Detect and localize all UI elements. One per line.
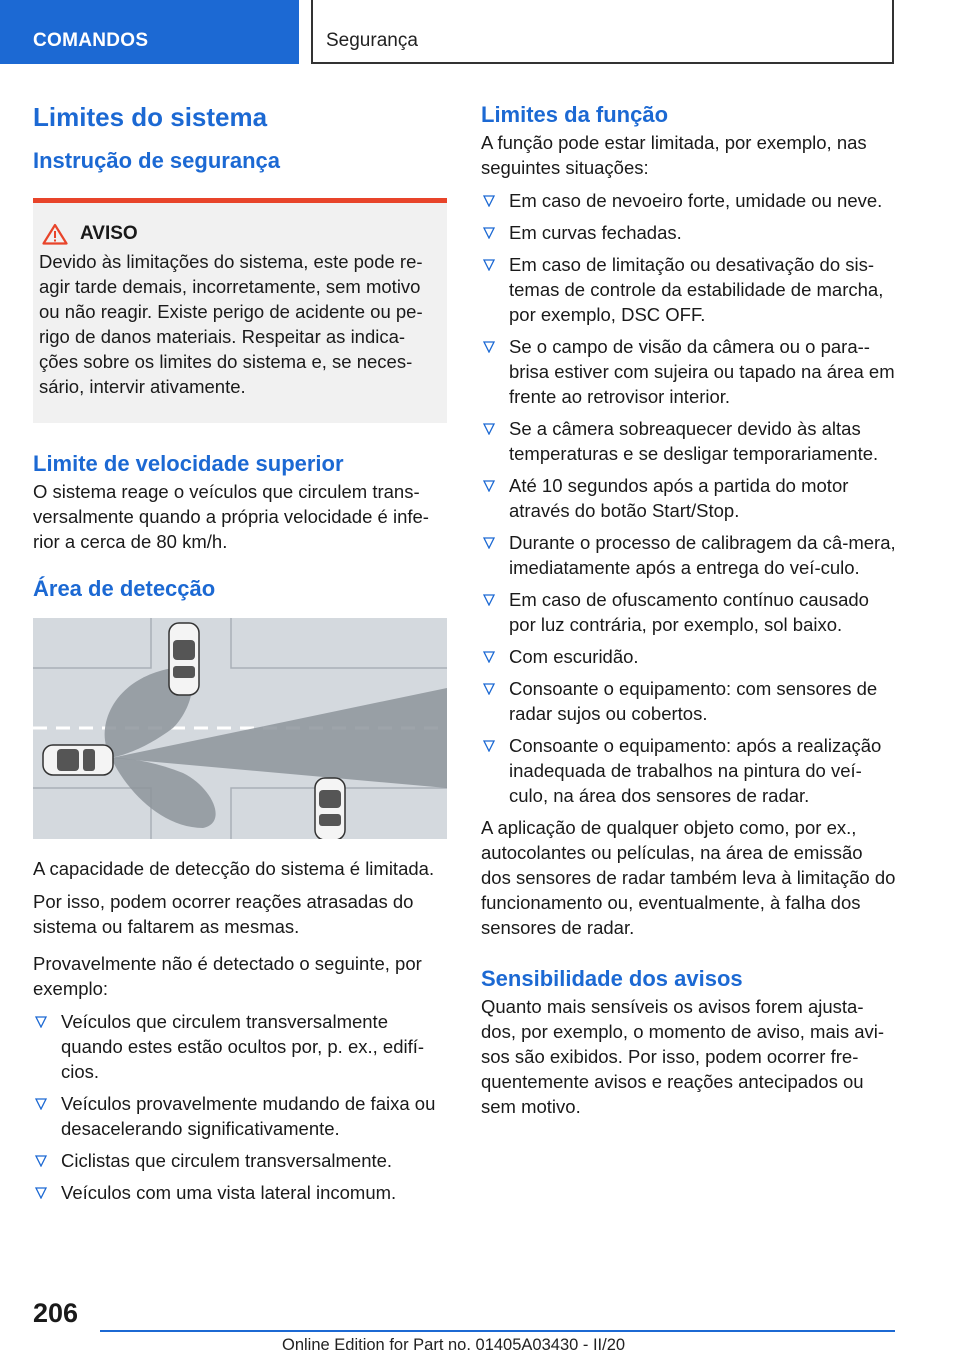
list-item: Em caso de limitação ou desativação do sis-temas de controle da estabilidade de marcha, por exemplo, DSC OFF. (481, 252, 896, 327)
safety-heading: Instrução de segurança (33, 148, 280, 173)
ego-car-icon (43, 745, 113, 775)
footer-divider (100, 1330, 895, 1332)
main-heading: Limites do sistema (33, 102, 268, 132)
triangle-bullet-icon (483, 537, 495, 549)
triangle-bullet-icon (483, 594, 495, 606)
page-header-title: Segurança (326, 30, 418, 51)
footer-edition: Online Edition for Part no. 01405A03430 - II/20 (282, 1336, 626, 1354)
right-column (481, 100, 896, 1119)
triangle-bullet-icon (483, 259, 495, 271)
crossing-car-top-icon (169, 623, 199, 695)
warning-triangle-icon (42, 223, 68, 245)
speed-limit-text: O sistema reage o veículos que circulem trans-versalmente quando a própria velocidade é infe-rior a cerca de 80 km/h. (33, 481, 429, 552)
speed-limit-heading: Limite de velocidade superior (33, 451, 344, 476)
triangle-bullet-icon (483, 423, 495, 435)
list-item: Veículos que circulem transversalmente quando estes estão ocultos por, p. ex., edifí-cios. (33, 1009, 447, 1084)
list-item: Em caso de ofuscamento contínuo causado por luz contrária, por exemplo, sol baixo. (481, 587, 896, 637)
list-item: Veículos provavelmente mudando de faixa ou desacelerando significativamente. (33, 1091, 447, 1141)
crossing-car-bottom-icon (315, 778, 345, 839)
detection-limits-list (33, 1009, 447, 1205)
function-limits-heading: Limites da função (481, 102, 669, 127)
list-item: Se a câmera sobreaquecer devido às altas temperaturas e se desligar temporariamente. (481, 416, 896, 466)
list-item: Com escuridão. (481, 644, 896, 669)
list-item: Durante o processo de calibragem da câ-mera, imediatamente após a entrega do veí-culo. (481, 530, 896, 580)
triangle-bullet-icon (483, 341, 495, 353)
detection-area-heading: Área de detecção (33, 576, 216, 601)
section-tab (0, 0, 299, 64)
function-limits-list (481, 188, 896, 808)
list-item: Veículos com uma vista lateral incomum. (33, 1180, 447, 1205)
detection-text-3: Provavelmente não é detectado o seguinte, por exemplo: (33, 953, 422, 999)
detection-area-illustration (33, 618, 447, 839)
triangle-bullet-icon (483, 480, 495, 492)
sensitivity-text: Quanto mais sensíveis os avisos forem ajusta-dos, por exemplo, o momento de aviso, mais avi-sos são exibidos. Por isso, podem ocorrer fre-quentemente avisos e reações antecipados ou sem motivo. (481, 996, 885, 1117)
warning-title (39, 223, 437, 245)
triangle-bullet-icon (35, 1187, 47, 1199)
triangle-bullet-icon (35, 1155, 47, 1167)
detection-text-1: A capacidade de detecção do sistema é limitada. (33, 858, 435, 879)
function-limits-intro: A função pode estar limitada, por exemplo, nas seguintes situações: (481, 132, 867, 178)
warning-label: AVISO (80, 223, 138, 244)
list-item: Consoante o equipamento: após a realização inadequada de trabalhos na pintura do veí-culo, na área dos sensores de radar. (481, 733, 896, 808)
warning-box (33, 198, 447, 423)
warning-text: Devido às limitações do sistema, este pode re-agir tarde demais, incorretamente, sem motivo ou não reagir. Existe perigo de acidente ou pe-rigo de danos materiais. Respeitar as indica-ções sobre os limites do sistema e, se neces-sário, intervir ativamente. (39, 251, 423, 397)
triangle-bullet-icon (483, 195, 495, 207)
sensitivity-heading: Sensibilidade dos avisos (481, 966, 743, 991)
list-item: Se o campo de visão da câmera ou o para--brisa estiver com sujeira ou tapado na área em frente ao retrovisor interior. (481, 334, 896, 409)
detection-text-2: Por isso, podem ocorrer reações atrasadas do sistema ou faltarem as mesmas. (33, 891, 414, 937)
list-item: Até 10 segundos após a partida do motor através do botão Start/Stop. (481, 473, 896, 523)
triangle-bullet-icon (483, 651, 495, 663)
triangle-bullet-icon (483, 740, 495, 752)
left-column (33, 100, 447, 1212)
triangle-bullet-icon (483, 683, 495, 695)
triangle-bullet-icon (35, 1098, 47, 1110)
list-item: Ciclistas que circulem transversalmente. (33, 1148, 447, 1173)
page-number: 206 (33, 1298, 79, 1328)
triangle-bullet-icon (35, 1016, 47, 1028)
list-item: Em caso de nevoeiro forte, umidade ou neve. (481, 188, 896, 213)
function-limits-after: A aplicação de qualquer objeto como, por ex., autocolantes ou películas, na área de emissão dos sensores de radar também leva à limitação do funcionamento ou, eventualmente, à falha dos sensores de radar. (481, 817, 896, 938)
list-item: Consoante o equipamento: com sensores de radar sujos ou cobertos. (481, 676, 896, 726)
triangle-bullet-icon (483, 227, 495, 239)
list-item: Em curvas fechadas. (481, 220, 896, 245)
header-title-box (311, 0, 894, 64)
section-label: COMANDOS (33, 30, 149, 51)
